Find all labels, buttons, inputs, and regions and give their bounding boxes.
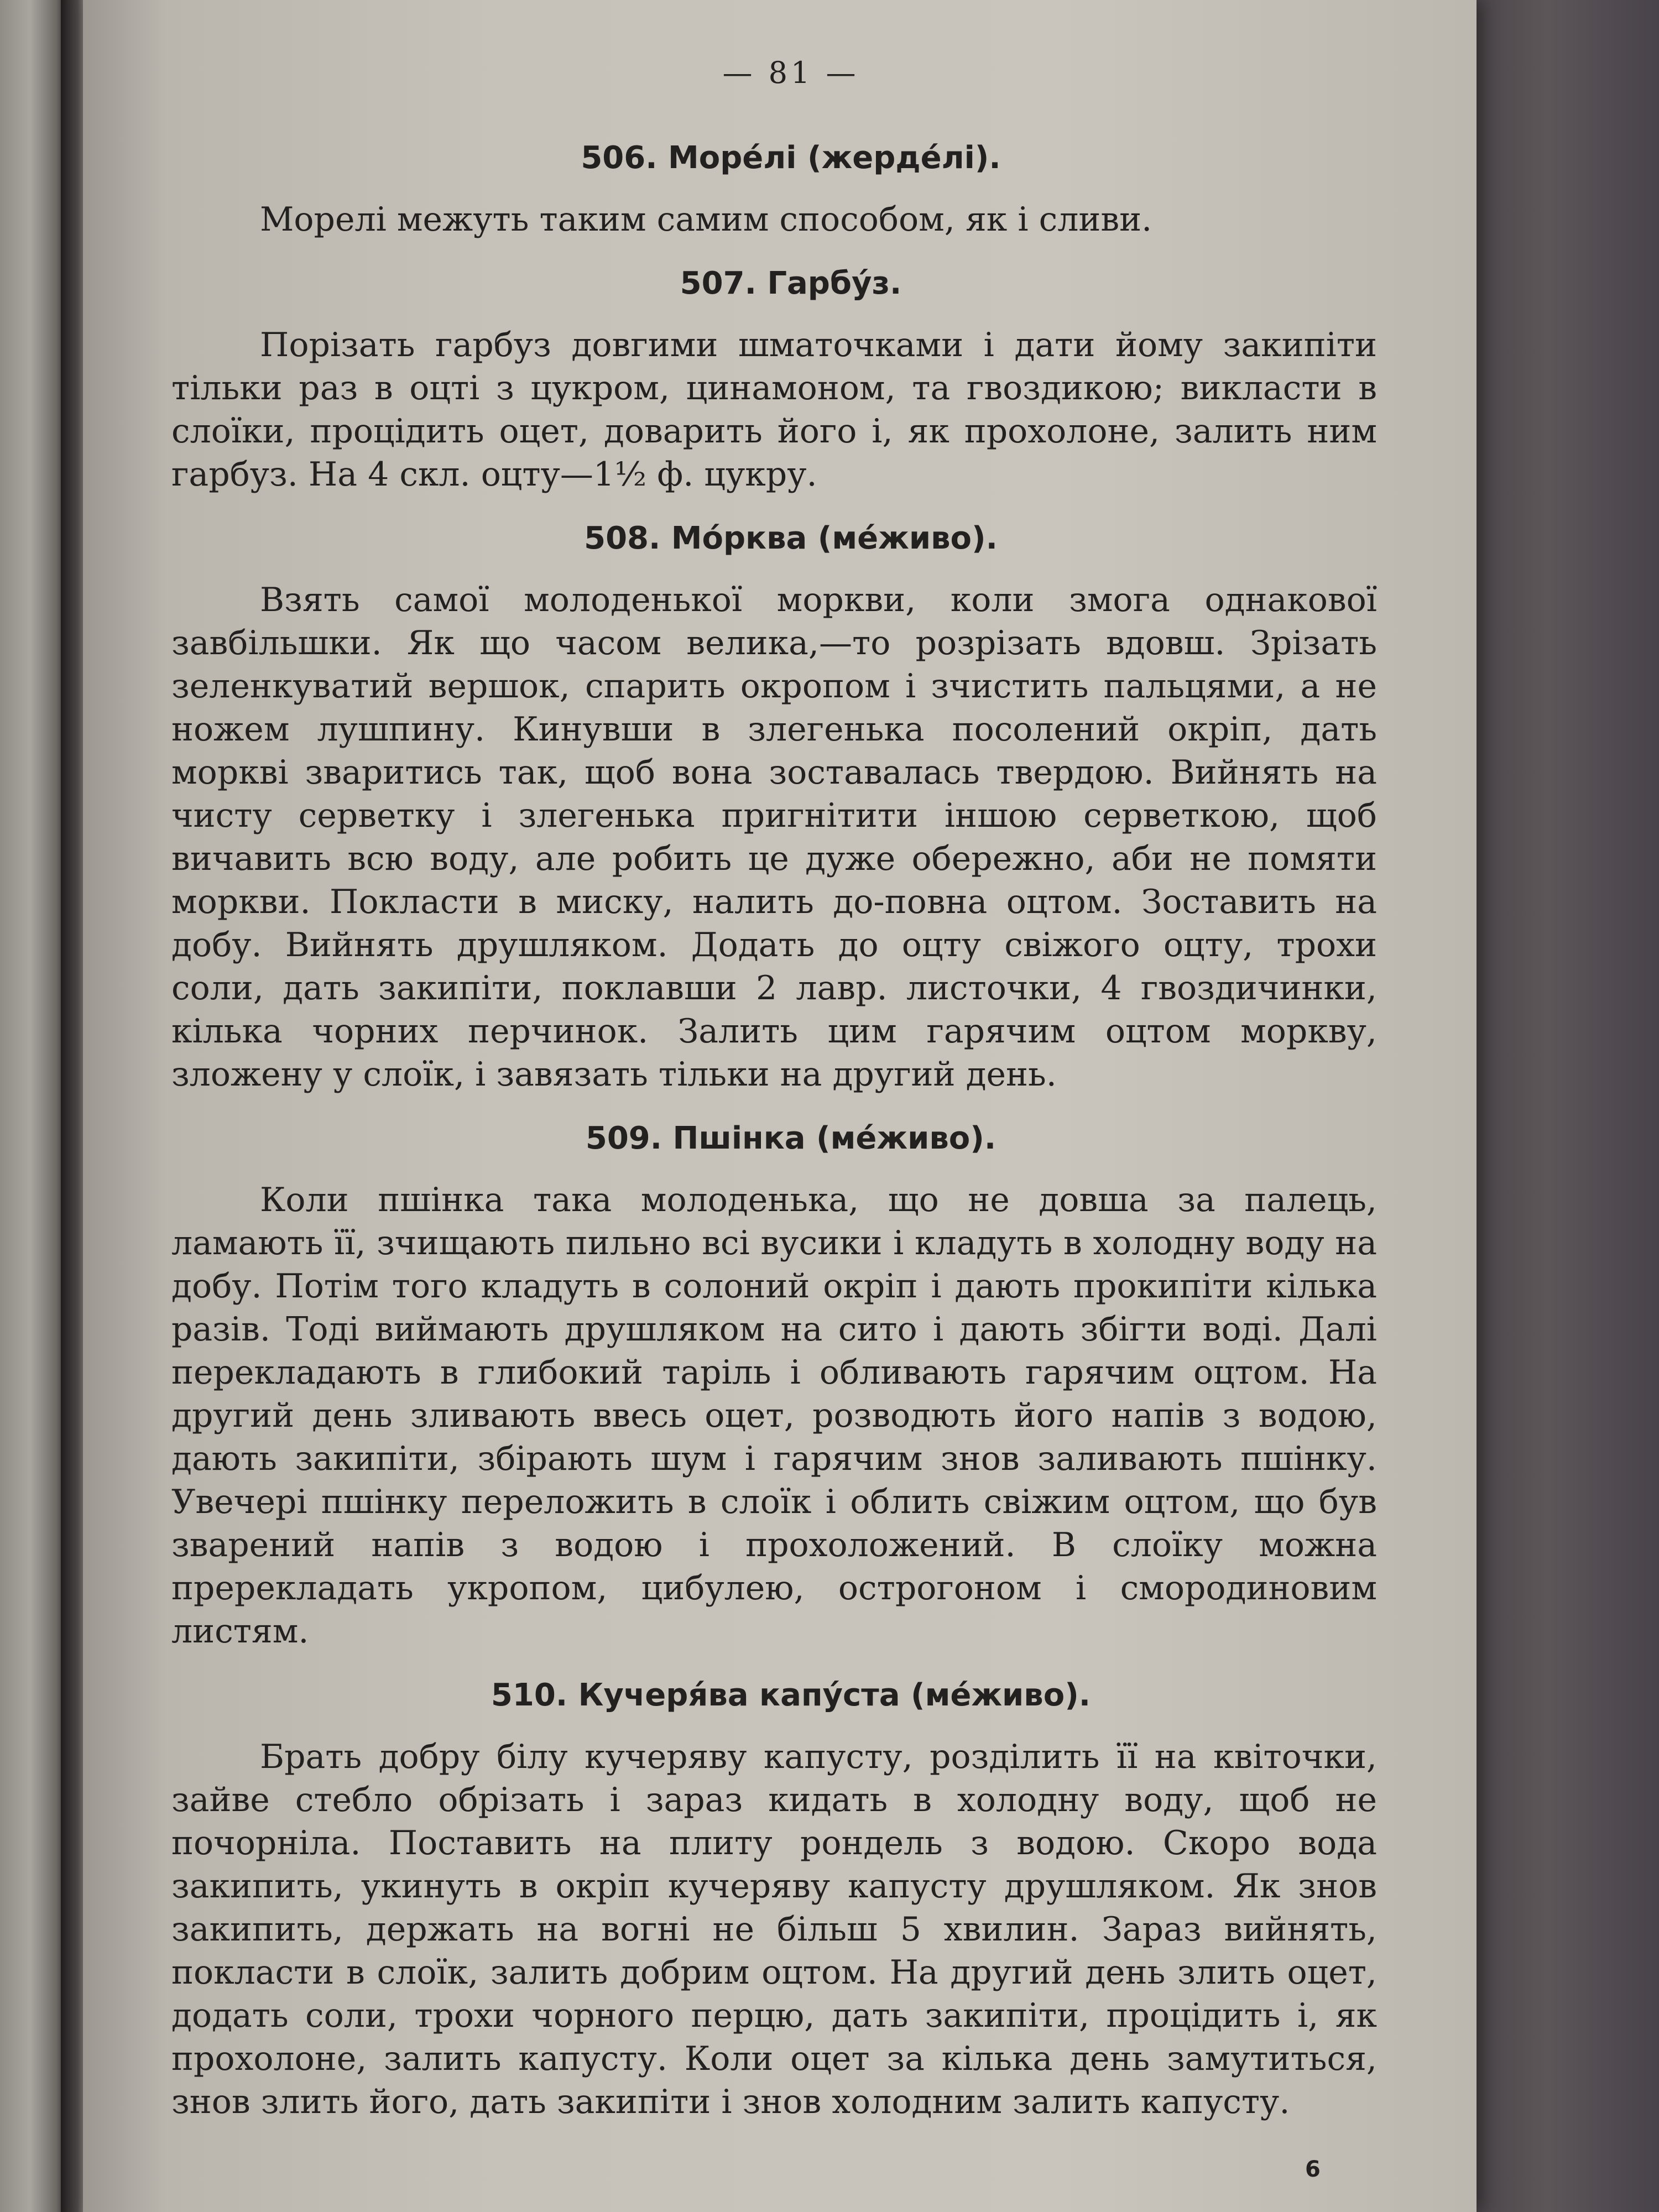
page-number: — 81 — [722,55,859,90]
recipe-title-507: 507. Гарбýз. [680,265,902,301]
page-content [171,44,1377,2148]
book-cover-edge [1471,0,1659,2212]
signature-mark: 6 [1305,2157,1321,2182]
recipe-title-508: 508. Мóрква (мéживо). [584,520,998,556]
recipe-text-506: Морелі межуть таким самим способом, як і сливи. [260,200,1152,239]
recipe-title-509: 509. Пшінка (мéживо). [585,1120,997,1156]
recipe-text-509: Коли пшінка така молоденька, що не довша за палець, ламають її, зчищають пильно всі вусики і кладуть в холодну воду на добу. Потім того кладуть в солоний окріп і дають прокипіти кілька разів. Тоді виймають друшляком на сито і дають збігти воді. Далі перекладають в глибокий таріль і обливають гарячим оцтом. На другий день зливають ввесь оцет, розводють його напів з водою, дають закипіти, збірають шум і гарячим знов заливають пшінку. Увечері пшінку переложить в слоїк і облить свіжим оцтом, що був зварений напів з водою і прохоложений. В слоїку можна пререкладать укропом, цибулею, острогоном і смородиновим листям. [171,1181,1377,1651]
book-page [83,0,1477,2212]
adjacent-page [0,0,66,2212]
recipe-title-506: 506. Морéлі (жердéлі). [581,140,1001,176]
recipe-title-510: 510. Кучеря́ва капýста (мéживо). [491,1677,1091,1713]
recipe-text-510: Брать добру білу кучеряву капусту, розділить її на квіточки, зайве стебло обрізать і зараз кидать в холодну воду, щоб не почорніла. Поставить на плиту рондель з водою. Скоро вода закипить, укинуть в окріп кучеряву капусту друшляком. Як знов закипить, держать на вогні не більш 5 хвилин. Зараз вийнять, покласти в слоїк, залить добрим оцтом. На другий день злить оцет, додать соли, трохи чорного перцю, дать закипіти, процідить і, як прохолоне, залить капусту. Коли оцет за кілька день замутиться, знов злить його, дать закипіти і знов холодним залить капусту. [171,1738,1377,2121]
recipe-text-507: Порізать гарбуз довгими шматочками і дати йому закипіти тільки раз в оцті з цукром, цинамоном, та гвоздикою; викласти в слоїки, процідить оцет, доварить його і, як прохолоне, залить ним гарбуз. На 4 скл. оцту—1½ ф. цукру. [171,326,1377,494]
recipe-text-508: Взять самої молоденької моркви, коли змога однакової завбільшки. Як що часом велика,—то розрізать вдовш. Зрізать зеленкуватий вершок, спарить окропом і зчистить пальцями, а не ножем лушпину. Кинувши в злегенька посолений окріп, дать моркві зваритись так, щоб вона зоставалась твердою. Вийнять на чисту серветку і злегенька пригнітити іншою серветкою, щоб вичавить всю воду, але робить це дуже обережно, аби не помяти моркви. Покласти в миску, налить до-повна оцтом. Зоставить на добу. Вийнять друшляком. Додать до оцту свіжого оцту, трохи соли, дать закипіти, поклавши 2 лавр. листочки, 4 гвоздичинки, кілька чорних перчинок. Залить цим гарячим оцтом моркву, зложену у слоїк, і завязать тільки на другий день. [171,581,1377,1094]
